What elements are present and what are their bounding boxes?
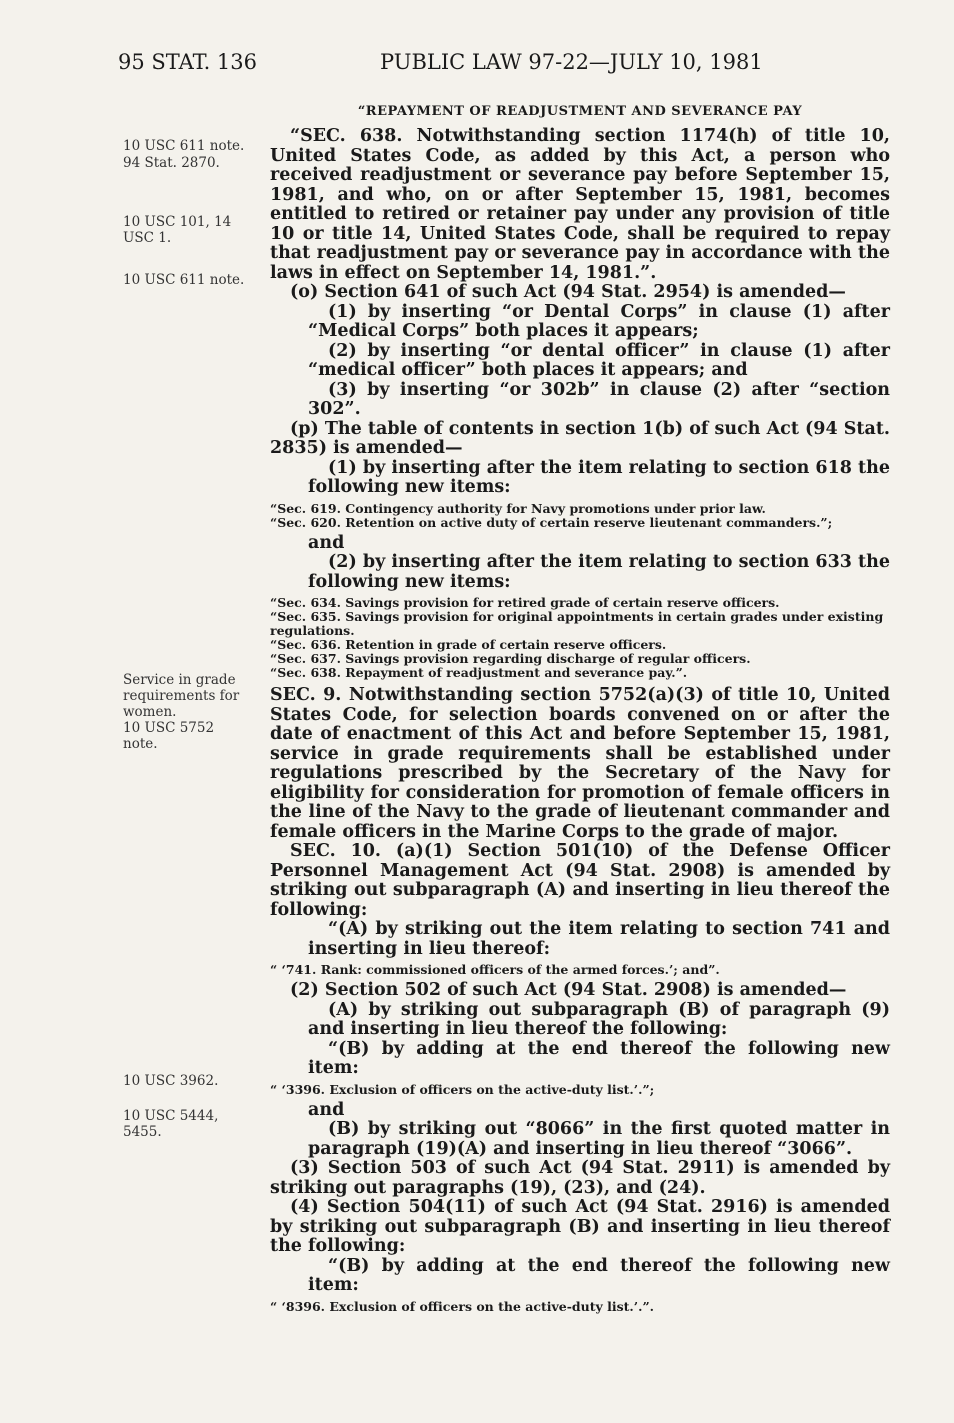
margin-note: 10 USC 611 note. [123, 272, 245, 288]
paragraph-p-2: (2) by inserting after the item relating to section 633 the following new items: [308, 552, 890, 592]
margin-note: 10 USC 5444, 5455. [123, 1108, 219, 1140]
conjunction-and: and [308, 532, 345, 553]
paragraph-p-1: (1) by inserting after the item relating to section 618 the following new items: [308, 457, 890, 497]
toc-item: “Sec. 638. Repayment of readjustment and severance pay.”. [270, 665, 688, 680]
running-title: PUBLIC LAW 97-22—JULY 10, 1981 [380, 50, 763, 74]
quoted-item: “ ‘3396. Exclusion of officers on the active-duty list.’.”; [270, 1081, 655, 1097]
paragraph-a-3: (3) Section 503 of such Act (94 Stat. 2911) is amended by striking out paragraphs (19), (23), and (24). [270, 1158, 890, 1198]
margin-note: 94 Stat. 2870. [123, 155, 220, 171]
paragraph-sec-10-A: “(A) by striking out the item relating to section 741 and inserting in lieu thereof: [308, 919, 890, 959]
paragraph-o: (o) Section 641 of such Act (94 Stat. 2954) is amended— [290, 282, 846, 302]
paragraph-a-2-B: (B) by striking out “8066” in the first quoted matter in paragraph (19)(A) and inserting in lieu thereof “3066”. [308, 1119, 890, 1159]
paragraph-a-4-B: “(B) by adding at the end thereof the following new item: [308, 1255, 890, 1295]
toc-item: “Sec. 619. Contingency authority for Navy promotions under prior law. [270, 500, 766, 516]
quoted-item: “ ‘8396. Exclusion of officers on the active-duty list.’.”. [270, 1298, 655, 1314]
margin-note: 10 USC 611 note. [123, 138, 245, 154]
toc-item: “Sec. 636. Retention in grade of certain reserve officers. [270, 637, 667, 652]
paragraph-sec-9: SEC. 9. Notwithstanding section 5752(a)(3) of title 10, United States Code, for selection boards convened on or after the date of enactment of this Act and before September 15, 1981, service in grade requirements shall be established under regulations prescribed by the Secretary of the Navy for eligibility for consideration for promotion of female officers in the line of the Navy to the grade of lieutenant commander and female officers in the Marine Corps to the grade of major. [270, 685, 890, 842]
toc-item: “Sec. 634. Savings provision for retired grade of certain reserve officers. [270, 595, 780, 610]
paragraph-o-2: (2) by inserting “or dental officer” in clause (1) after “medical officer” both places it appears; and [308, 340, 890, 380]
paragraph-o-1: (1) by inserting “or Dental Corps” in clause (1) after “Medical Corps” both places it appears; [308, 301, 890, 341]
margin-note: 10 USC 5752 note. [123, 720, 215, 752]
page-number: 95 STAT. 136 [118, 50, 258, 74]
toc-item: “Sec. 620. Retention on active duty of certain reserve lieutenant commanders.”; [270, 514, 833, 530]
section-heading: “REPAYMENT OF READJUSTMENT AND SEVERANCE PAY [357, 104, 803, 119]
margin-note: Service in grade requirements for women. [123, 672, 240, 720]
margin-note: 10 USC 3962. [123, 1073, 219, 1089]
toc-item: “Sec. 635. Savings provision for original appointments in certain grades under existing regulations. [270, 609, 884, 638]
paragraph-sec-10: SEC. 10. (a)(1) Section 501(10) of the Defense Officer Personnel Management Act (94 Stat. 2908) is amended by striking out subparagraph (A) and inserting in lieu thereof the following: [270, 841, 890, 920]
quoted-item: “ ‘741. Rank: commissioned officers of the armed forces.’; and”. [270, 962, 720, 977]
paragraph-a-2-A-B: “(B) by adding at the end thereof the following new item: [308, 1038, 890, 1078]
paragraph-sec-638: “SEC. 638. Notwithstanding section 1174(h) of title 10, United States Code, as added by this Act, a person who received readjustment or severance pay before September 15, 1981, and who, on or after September 15, 1981, becomes entitled to retired or retainer pay under any provision of title 10 or title 14, United States Code, shall be required to repay that readjustment pay or severance pay in accordance with the laws in effect on September 14, 1981.”. [270, 126, 890, 283]
paragraph-a-4: (4) Section 504(11) of such Act (94 Stat. 2916) is amended by striking out subparagraph (B) and inserting in lieu thereof the following: [270, 1197, 890, 1256]
paragraph-a-2-A: (A) by striking out subparagraph (B) of paragraph (9) and inserting in lieu thereof the following: [308, 999, 890, 1039]
paragraph-a-2: (2) Section 502 of such Act (94 Stat. 2908) is amended— [290, 980, 847, 1000]
conjunction-and: and [308, 1099, 345, 1120]
margin-note: 10 USC 101, 14 USC 1. [123, 214, 232, 246]
document-body [270, 104, 890, 1314]
toc-item: “Sec. 637. Savings provision regarding discharge of regular officers. [270, 651, 751, 666]
paragraph-o-3: (3) by inserting “or 302b” in clause (2) after “section 302”. [308, 379, 890, 419]
paragraph-p: (p) The table of contents in section 1(b) of such Act (94 Stat. 2835) is amended— [270, 418, 890, 458]
